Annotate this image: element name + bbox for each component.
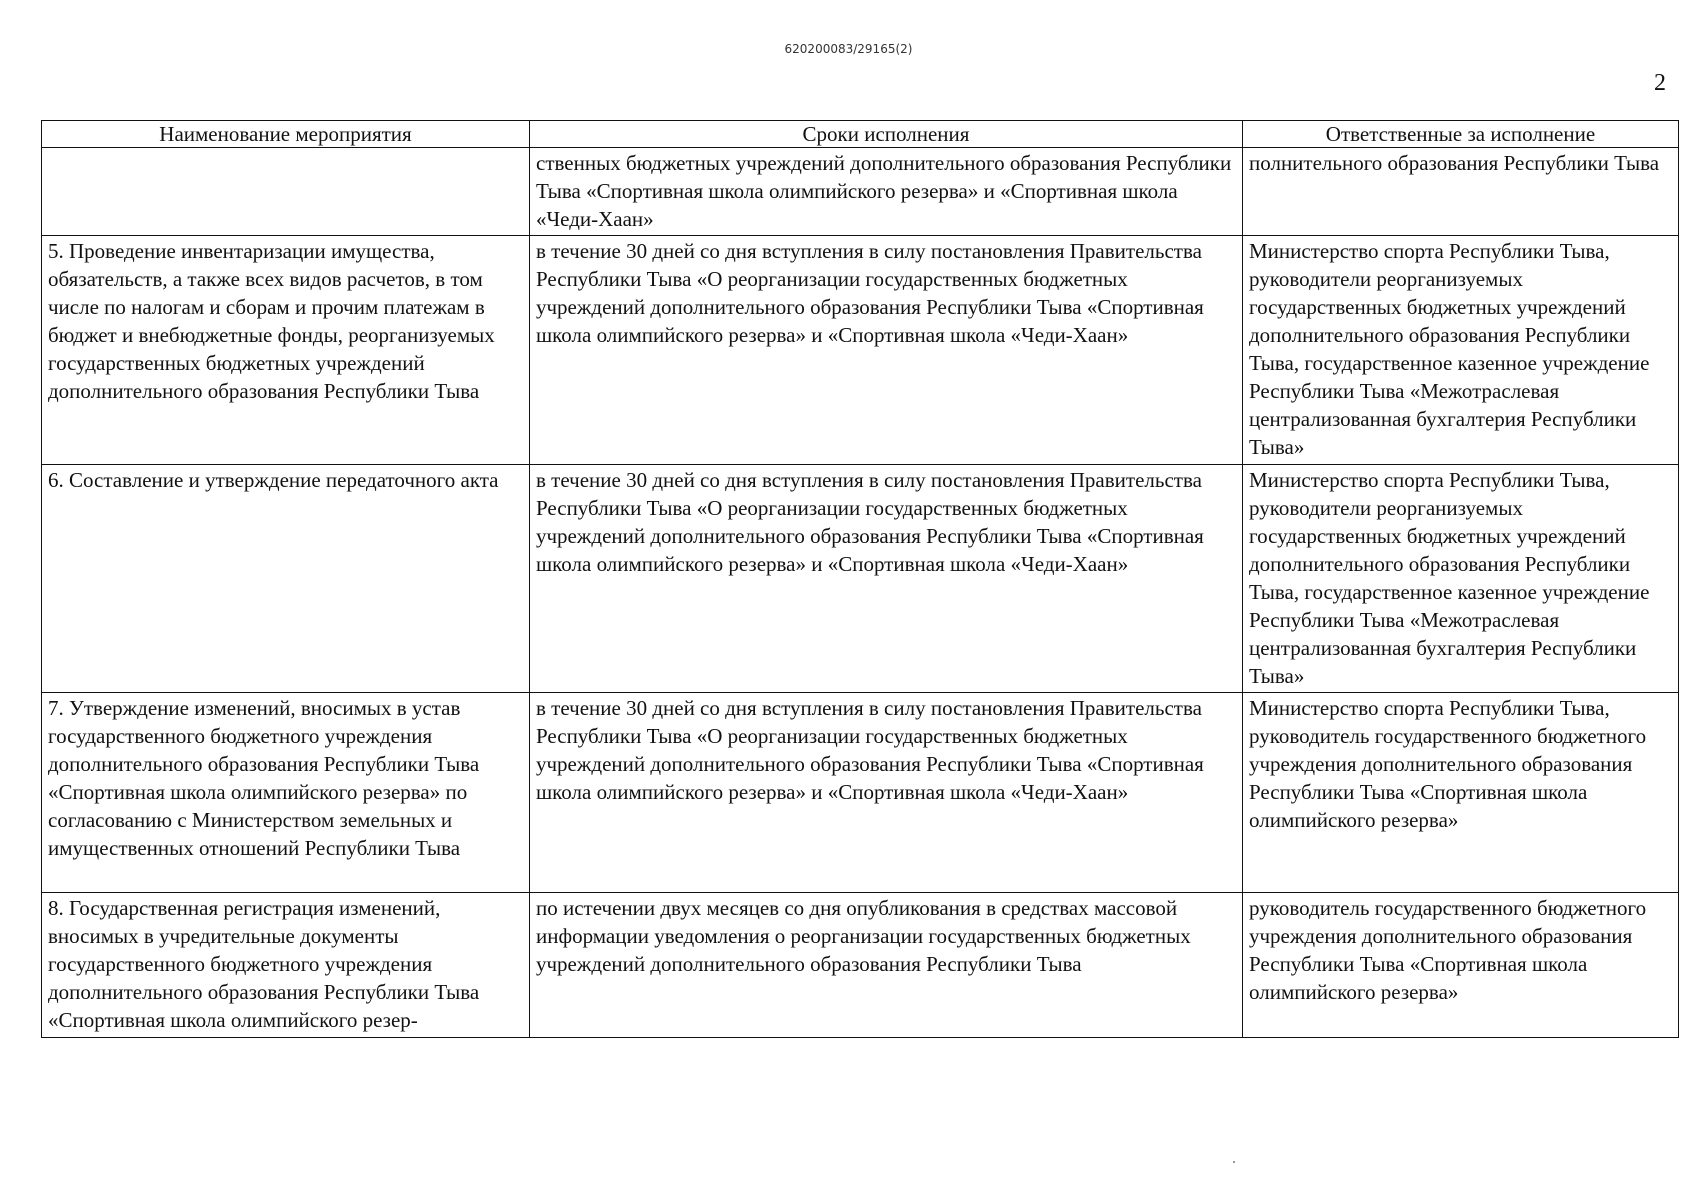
page-number: 2 [1654, 70, 1666, 96]
scan-speck [1233, 1161, 1235, 1163]
table-row [42, 148, 1679, 236]
responsible-cell: Министерство спорта Республики Тыва, руководители реорганизуемых государственных бюджетных учреждений дополнительного образования Республики Тыва, государственное казенное учреждение Республики Тыва «Межотраслевая централизованная бухгалтерия Республики Тыва» [1243, 236, 1679, 465]
deadline-cell: в течение 30 дней со дня вступления в силу постановления Правительства Республики Тыва «О реорганизации государственных бюджетных учреждений дополнительного образования Республики Тыва «Спортивная школа олимпийского резерва» и «Спортивная школа «Чеди-Хаан» [530, 465, 1243, 693]
responsible-cell: руководитель государственного бюджетного учреждения дополнительного образования Республики Тыва «Спортивная школа олимпийского резерва» [1243, 893, 1679, 1038]
table-row [42, 693, 1679, 893]
table-header-row [42, 121, 1679, 148]
table-row [42, 236, 1679, 465]
event-name-cell: 5. Проведение инвентаризации имущества, обязательств, а также всех видов расчетов, в том числе по налогам и сборам и прочим платежам в бюджет и внебюджетные фонды, реорганизуемых государственных бюджетных учреждений дополнительного образования Республики Тыва [42, 236, 530, 465]
deadline-cell: в течение 30 дней со дня вступления в силу постановления Правительства Республики Тыва «О реорганизации государственных бюджетных учреждений дополнительного образования Республики Тыва «Спортивная школа олимпийского резерва» и «Спортивная школа «Чеди-Хаан» [530, 236, 1243, 465]
table-row [42, 465, 1679, 693]
header-event-name: Наименование мероприятия [42, 121, 530, 148]
event-name-cell: 6. Составление и утверждение передаточного акта [42, 465, 530, 693]
event-name-cell [42, 148, 530, 236]
action-plan-table [41, 120, 1679, 1038]
responsible-cell: Министерство спорта Республики Тыва, руководитель государственного бюджетного учреждения дополнительного образования Республики Тыва «Спортивная школа олимпийского резерва» [1243, 693, 1679, 893]
deadline-cell: в течение 30 дней со дня вступления в силу постановления Правительства Республики Тыва «О реорганизации государственных бюджетных учреждений дополнительного образования Республики Тыва «Спортивная школа олимпийского резерва» и «Спортивная школа «Чеди-Хаан» [530, 693, 1243, 893]
event-name-cell: 7. Утверждение изменений, вносимых в устав государственного бюджетного учреждения дополнительного образования Республики Тыва «Спортивная школа олимпийского резерва» по согласованию с Министерством земельных и имущественных отношений Республики Тыва [42, 693, 530, 893]
table-row [42, 893, 1679, 1038]
deadline-cell: по истечении двух месяцев со дня опубликования в средствах массовой информации уведомления о реорганизации государственных бюджетных учреждений дополнительного образования Республики Тыва [530, 893, 1243, 1038]
header-responsible: Ответственные за исполнение [1243, 121, 1679, 148]
responsible-cell: полнительного образования Республики Тыва [1243, 148, 1679, 236]
header-deadline: Сроки исполнения [530, 121, 1243, 148]
event-name-cell: 8. Государственная регистрация изменений, вносимых в учредительные документы государственного бюджетного учреждения дополнительного образования Республики Тыва «Спортивная школа олимпийского резер- [42, 893, 530, 1038]
document-id: 620200083/29165(2) [784, 42, 913, 56]
responsible-cell: Министерство спорта Республики Тыва, руководители реорганизуемых государственных бюджетных учреждений дополнительного образования Республики Тыва, государственное казенное учреждение Республики Тыва «Межотраслевая централизованная бухгалтерия Республики Тыва» [1243, 465, 1679, 693]
deadline-cell: ственных бюджетных учреждений дополнительного образования Республики Тыва «Спортивная школа олимпийского резерва» и «Спортивная школа «Чеди-Хаан» [530, 148, 1243, 236]
